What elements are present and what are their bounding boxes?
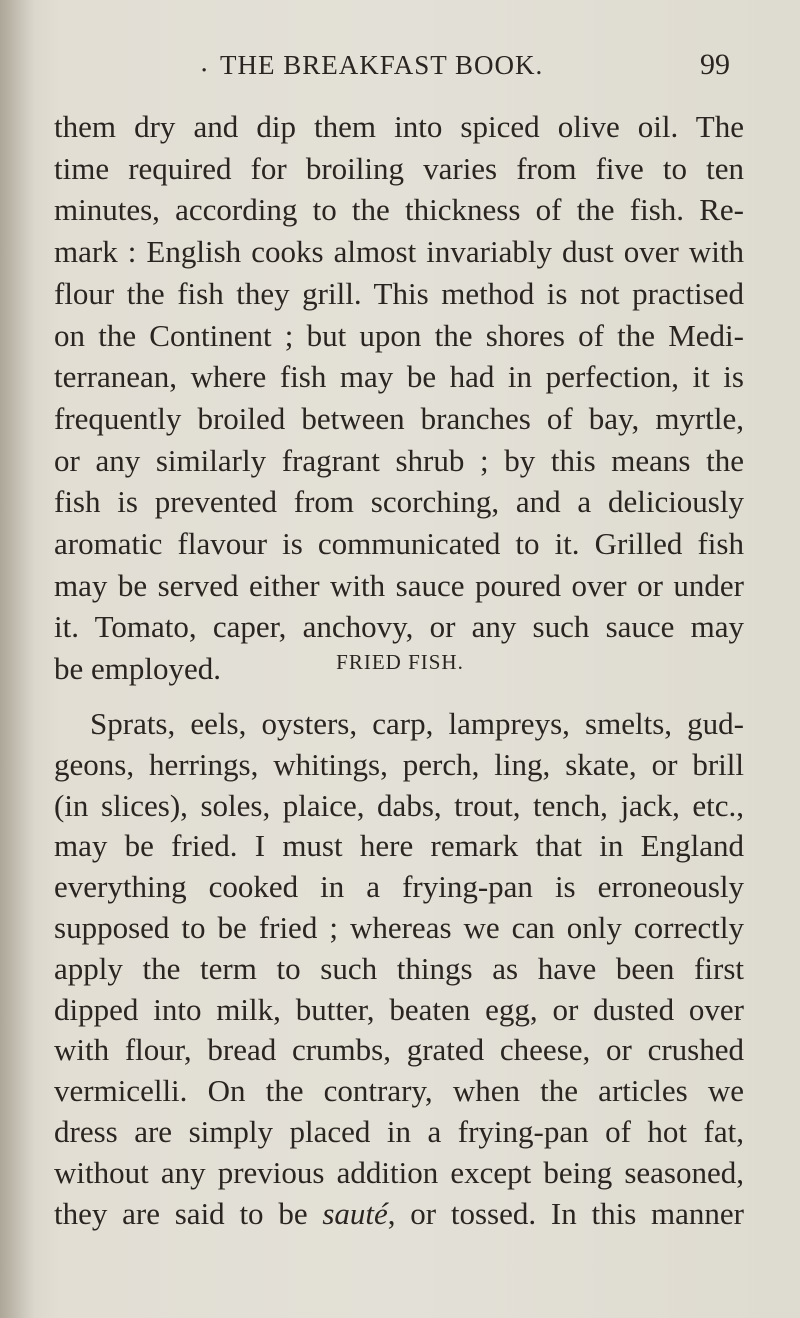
text-line: vermicelli. On the contrary, when the articles we [54, 1073, 744, 1109]
header-dot: . [200, 48, 209, 78]
text-line: mark : English cooks almost invariably dust over with [54, 234, 744, 270]
page-header [200, 48, 730, 88]
text-line: with flour, bread crumbs, grated cheese, or crushed [54, 1032, 744, 1068]
text-line: it. Tomato, caper, anchovy, or any such sauce may [54, 609, 744, 645]
text-line: apply the term to such things as have been first [54, 950, 744, 986]
text-line: or any similarly fragrant shrub ; by this means the [54, 442, 744, 478]
text-line: geons, herrings, whitings, perch, ling, skate, or brill [54, 746, 744, 782]
text-line: minutes, according to the thickness of the fish. Re- [54, 192, 744, 228]
text-line: everything cooked in a frying-pan is erroneously [54, 869, 744, 905]
text-line: they are said to be sauté, or tossed. In this manner [54, 1195, 744, 1231]
page-number: 99 [700, 48, 730, 81]
text-line: aromatic flavour is communicated to it. Grilled fish [54, 526, 744, 562]
text-line: dipped into milk, butter, beaten egg, or dusted over [54, 991, 744, 1027]
text-line: (in slices), soles, plaice, dabs, trout, tench, jack, etc., [54, 787, 744, 823]
text-line: dress are simply placed in a frying-pan of hot fat, [54, 1113, 744, 1149]
paragraph-broiled-fish [54, 106, 744, 690]
paragraph-fried-fish [54, 704, 744, 1234]
section-heading-fried-fish: FRIED FISH. [336, 650, 464, 674]
text-line: may be fried. I must here remark that in England [54, 828, 744, 864]
running-head: THE BREAKFAST BOOK. [220, 50, 544, 80]
text-line: flour the fish they grill. This method is not practised [54, 275, 744, 311]
text-line: on the Continent ; but upon the shores of the Medi- [54, 317, 744, 353]
text-line: be employed. [54, 651, 222, 687]
text-line: terranean, where fish may be had in perfection, it is [54, 359, 744, 395]
text-line: fish is prevented from scorching, and a deliciously [54, 484, 744, 520]
text-line: frequently broiled between branches of bay, myrtle, [54, 400, 744, 436]
text-line: time required for broiling varies from five to ten [54, 150, 744, 186]
italic-term: sauté [322, 1195, 388, 1231]
text-line: without any previous addition except being seasoned, [54, 1154, 744, 1190]
text-line: supposed to be fried ; whereas we can only correctly [54, 909, 744, 945]
text-line: may be served either with sauce poured over or under [54, 567, 744, 603]
text-line: them dry and dip them into spiced olive oil. The [54, 109, 744, 144]
text-line: Sprats, eels, oysters, carp, lampreys, smelts, gud- [90, 706, 744, 741]
